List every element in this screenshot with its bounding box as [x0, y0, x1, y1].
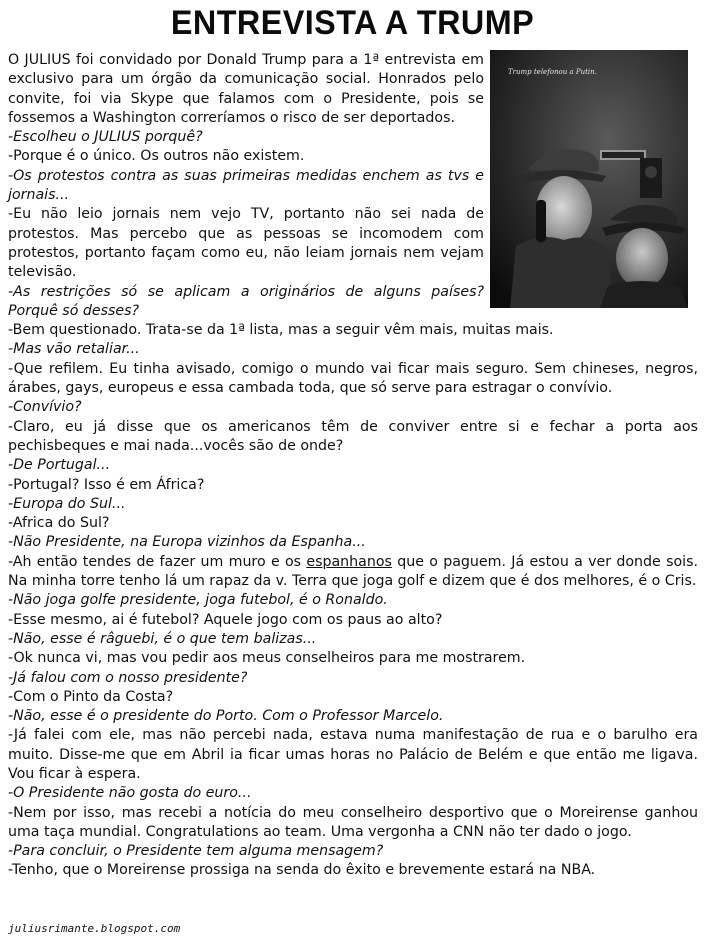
article-body: [8, 51, 698, 881]
headline: ENTREVISTA A TRUMP: [170, 4, 535, 42]
question: -Não Presidente, na Europa vizinhos da Espanha...: [8, 534, 366, 551]
question: -Já falou com o nosso presidente?: [8, 669, 248, 686]
question: -De Portugal...: [8, 457, 111, 474]
answer: -Eu não leio jornais nem vejo TV, portanto não sei nada de protestos. Mas percebo que as pessoas se incomodem com protestos, portanto façam como eu, não leiam jornais nem vejam televisão.: [8, 206, 484, 281]
photo-caption: Trump telefonou a Putin.: [508, 68, 597, 76]
answer: -Nem por isso, mas recebi a notícia do meu conselheiro desportivo que o Moreirense ganhou uma taça mundial. Congratulations ao team. Uma vergonha a CNN não ter dado o jogo.: [8, 804, 698, 840]
answer: -Bem questionado. Trata-se da 1ª lista, mas a seguir vêm mais, muitas mais.: [8, 322, 554, 339]
question: -As restrições só se aplicam a originários de alguns países? Porquê só desses?: [8, 283, 484, 319]
answer: -Esse mesmo, ai é futebol? Aquele jogo com os paus ao alto?: [8, 611, 443, 628]
answer: -Porque é o único. Os outros não existem.: [8, 148, 305, 165]
question: -Mas vão retaliar...: [8, 341, 140, 358]
question: -Escolheu o JULIUS porquê?: [8, 129, 203, 146]
answer: -Portugal? Isso é em África?: [8, 476, 205, 493]
answer: -Claro, eu já disse que os americanos têm de conviver entre si e fechar a porta aos pechisbeques e mai nada...vocês são de onde?: [8, 418, 698, 454]
underlined-word: espanhanos: [306, 553, 392, 570]
question: -Convívio?: [8, 399, 82, 416]
answer: -Tenho, que o Moreirense prossiga na senda do êxito e brevemente estará na NBA.: [8, 862, 596, 879]
question: -O Presidente não gosta do euro...: [8, 785, 252, 802]
question: -Não joga golfe presidente, joga futebol, é o Ronaldo.: [8, 592, 388, 609]
question: -Não, esse é o presidente do Porto. Com o Professor Marcelo.: [8, 708, 444, 725]
blog-credit: juliusrimante.blogspot.com: [8, 922, 181, 935]
answer-part: -Ah então tendes de fazer um muro e os: [8, 553, 307, 570]
answer: -Ok nunca vi, mas vou pedir aos meus conselheiros para me mostrarem.: [8, 650, 526, 667]
answer: -Que refilem. Eu tinha avisado, comigo o mundo vai ficar mais seguro. Sem chineses, negros, árabes, gays, europeus e essa cambada toda, que só serve para estragar o convívio.: [8, 360, 698, 397]
question: -Para concluir, o Presidente tem alguma mensagem?: [8, 843, 384, 860]
answer-part: que o paguem. Já estou a ver donde sois. Na minha torre tenho lá um rapaz da v. Terra que joga golf e dizem que é dos melhores, é o Cris.: [8, 553, 698, 590]
answer: -Africa do Sul?: [8, 515, 110, 532]
question: -Europa do Sul...: [8, 495, 126, 512]
question: -Não, esse é râguebi, é o que tem balizas...: [8, 630, 317, 647]
answer: -Já falei com ele, mas não percebi nada, estava numa manifestação de rua e o barulho era muito. Disse-me que em Abril ia ficar umas horas no Palácio de Belém e que então me ligava. Vou ficar à espera.: [8, 727, 698, 782]
question: -Os protestos contra as suas primeiras medidas enchem as tvs e jornais...: [8, 167, 484, 204]
intro-paragraph: O JULIUS foi convidado por Donald Trump para a 1ª entrevista em exclusivo para um órgão da comunicação social. Honrados pelo convite, foi via Skype que falamos com o Presidente, pois se fossemos a Washington correríamos o risco de ser deportados.: [8, 52, 484, 126]
answer: [8, 553, 698, 592]
answer: -Com o Pinto da Costa?: [8, 688, 174, 705]
